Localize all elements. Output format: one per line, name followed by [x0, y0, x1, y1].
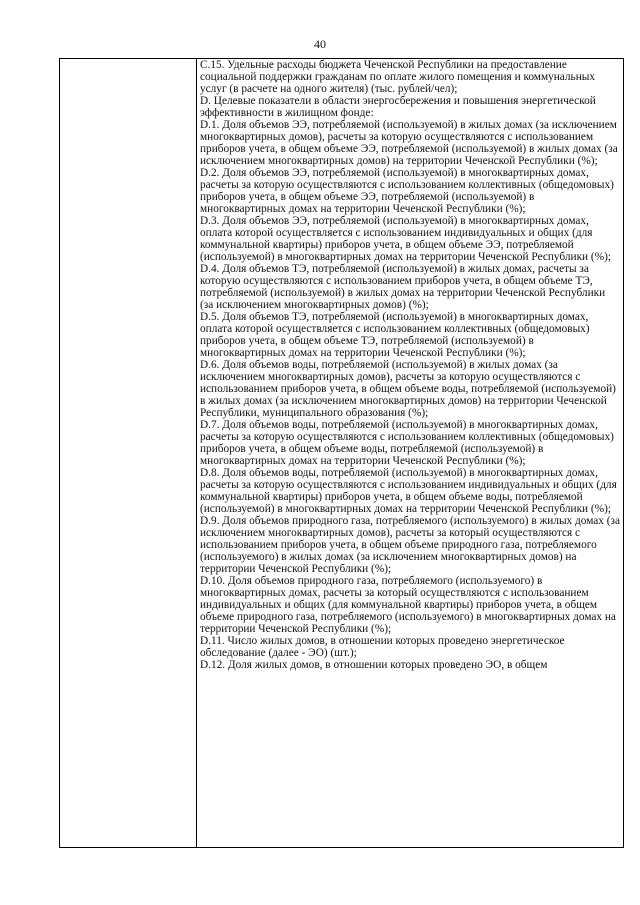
section-d-heading: D. Целевые показатели в области энергосбережения и повышения энергетической эффективности в жилищном фонде:	[200, 95, 596, 119]
left-empty-cell	[60, 59, 197, 848]
document-table	[59, 58, 624, 848]
indicator-d7: D.7. Доля объемов воды, потребляемой (используемой) в многоквартирных домах, расчеты за которую осуществляются с использованием коллективных (общедомовых) приборов учета, в общем объеме воды, потребляемой (используемой) в многоквартирных домах на территории Чеченской Республики (%);	[200, 419, 614, 467]
indicator-d3: D.3. Доля объемов ЭЭ, потребляемой (используемой) в многоквартирных домах, оплата которой осуществляется с использованием индивидуальных и общих (для коммунальной квартиры) приборов учета, в общем объеме ЭЭ, потребляемой (используемой) в многоквартирных домах на территории Чеченской Республики (%);	[200, 215, 612, 263]
table-row	[60, 59, 624, 848]
indicator-d2: D.2. Доля объемов ЭЭ, потребляемой (используемой) в многоквартирных домах, расчеты за которую осуществляются с использованием коллективных (общедомовых) приборов учета, в общем объеме ЭЭ, потребляемой (используемой) в многоквартирных домах на территории Чеченской Республики (%);	[200, 167, 614, 215]
indicator-d6: D.6. Доля объемов воды, потребляемой (используемой) в жилых домах (за исключением многоквартирных домов), расчеты за которую осуществляются с использованием приборов учета, в общем объеме воды, потребляемой (используемой) в жилых домах (за исключением многоквартирных домов) на территории Чеченской Республики, муниципального образования (%);	[200, 359, 616, 419]
indicator-d10: D.10. Доля объемов природного газа, потребляемого (используемого) в многоквартирных домах, расчеты за который осуществляются с использованием индивидуальных и общих (для коммунальной квартиры) приборов учета, в общем объеме природного газа, потребляемого (используемого) в многоквартирных домах на территории Чеченской Республики (%);	[200, 575, 616, 635]
indicator-d11: D.11. Число жилых домов, в отношении которых проведено энергетическое обследование (далее - ЭО) (шт.);	[200, 635, 565, 659]
indicator-c15: С.15. Удельные расходы бюджета Чеченской Республики на предоставление социальной поддержки гражданам по оплате жилого помещения и коммунальных услуг (в расчете на одного жителя) (тыс. рублей/чел);	[200, 59, 595, 95]
page-number: 40	[314, 37, 326, 51]
indicator-d4: D.4. Доля объемов ТЭ, потребляемой (используемой) в жилых домах, расчеты за которую осуществляются с использованием приборов учета, в общем объеме ТЭ, потребляемой (используемой) в жилых домах на территории Чеченской Республики (за исключением многоквартирных домов) (%);	[200, 263, 606, 311]
indicator-d1: D.1. Доля объемов ЭЭ, потребляемой (используемой) в жилых домах (за исключением многоквартирных домов), расчеты за которую осуществляются с использованием приборов учета, в общем объеме ЭЭ, потребляемой (используемой) в жилых домах (за исключением многоквартирных домов) на территории Чеченской Республики (%);	[200, 119, 618, 167]
indicator-d12: D.12. Доля жилых домов, в отношении которых проведено ЭО, в общем	[200, 659, 548, 671]
indicator-d5: D.5. Доля объемов ТЭ, потребляемой (используемой) в многоквартирных домах, оплата которой осуществляется с использованием коллективных (общедомовых) приборов учета, в общем объеме ТЭ, потребляемой (используемой) в многоквартирных домах на территории Чеченской Республики (%);	[200, 311, 590, 359]
indicator-d9: D.9. Доля объемов природного газа, потребляемого (используемого) в жилых домах (за исключением многоквартирных домов), расчеты за который осуществляются с использованием приборов учета, в общем объеме природного газа, потребляемого (используемого) в жилых домах (за исключением многоквартирных домов) на территории Чеченской Республики (%);	[200, 515, 621, 575]
indicator-d8: D.8. Доля объемов воды, потребляемой (используемой) в многоквартирных домах, расчеты за которую осуществляются с использованием индивидуальных и общих (для коммунальной квартиры) приборов учета, в общем объеме воды, потребляемой (используемой) в многоквартирных домах на территории Чеченской Республики (%);	[200, 467, 617, 515]
indicators-cell	[197, 59, 624, 848]
